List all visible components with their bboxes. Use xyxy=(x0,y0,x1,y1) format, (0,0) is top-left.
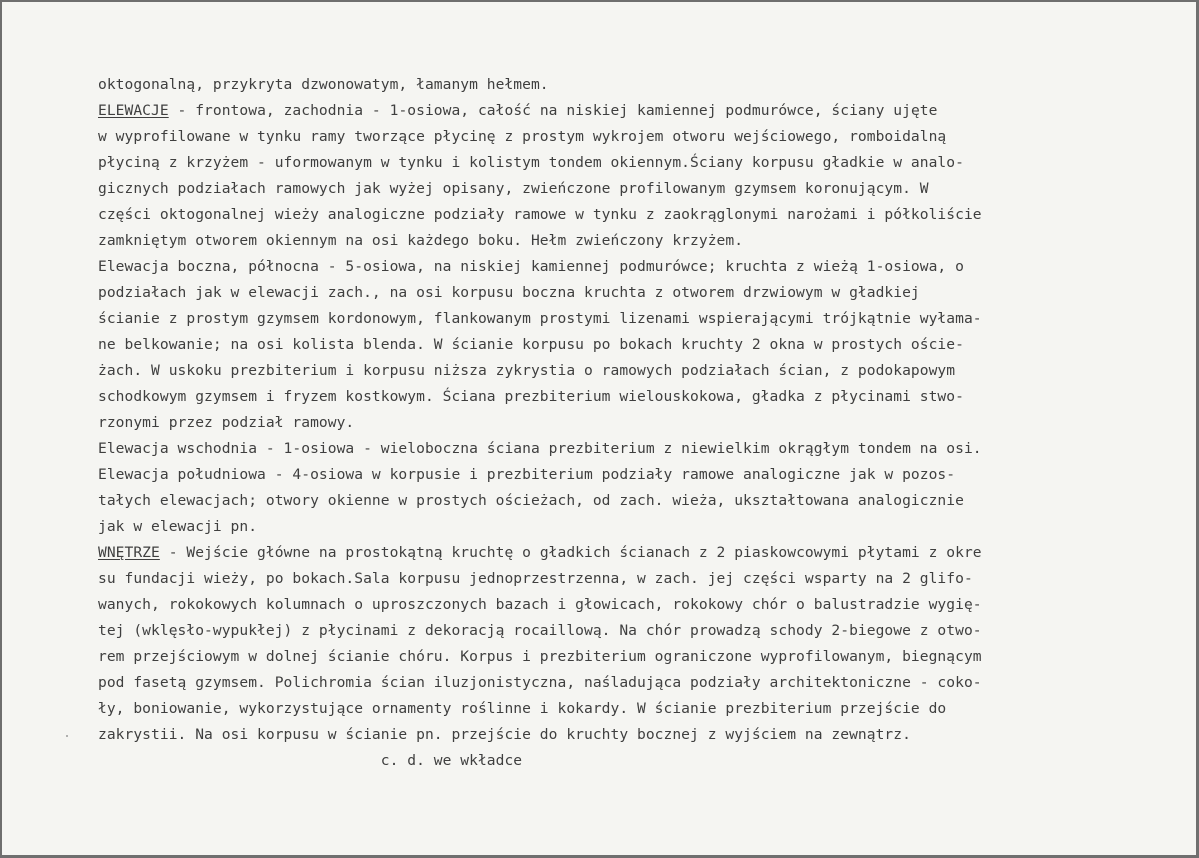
text-line: zakrystii. Na osi korpusu w ścianie pn. przejście do kruchty bocznej z wyjściem na zewnątrz. xyxy=(98,726,911,743)
text-line: wanych, rokokowych kolumnach o uproszczonych bazach i głowicach, rokokowy chór o balustradzie wygię- xyxy=(98,596,982,613)
text-line: tej (wklęsło-wypukłej) z płycinami z dekoracją rocaillową. Na chór prowadzą schody 2-biegowe z otwo- xyxy=(98,622,982,639)
text-line: żach. W uskoku prezbiterium i korpusu niższa zykrystia o ramowych podziałach ścian, z podokapowym xyxy=(98,362,956,379)
text-line: części oktogonalnej wieży analogiczne podziały ramowe w tynku z zaokrąglonymi narożami i półkoliście xyxy=(98,206,982,223)
paper-speck xyxy=(66,735,68,737)
text-line: rzonymi przez podział ramowy. xyxy=(98,414,355,431)
text-line: jak w elewacji pn. xyxy=(98,518,258,535)
text-line: w wyprofilowane w tynku ramy tworzące płycinę z prostym wykrojem otworu wejściowego, romboidalną xyxy=(98,128,947,145)
text-line: ścianie z prostym gzymsem kordonowym, flankowanym prostymi lizenami wspierającymi trójkątnie wyłama- xyxy=(98,310,982,327)
text-line: płyciną z krzyżem - uformowanym w tynku i kolistym tondem okiennym.Ściany korpusu gładkie w analo- xyxy=(98,154,964,171)
text-line: tałych elewacjach; otwory okienne w prostych ościeżach, od zach. wieża, ukształtowana analogicznie xyxy=(98,492,964,509)
text-line: ły, boniowanie, wykorzystujące ornamenty roślinne i kokardy. W ścianie prezbiterium przejście do xyxy=(98,700,947,717)
continuation-note: c. d. we wkładce xyxy=(98,752,523,769)
text-line: zamkniętym otworem okiennym na osi każdego boku. Hełm zwieńczony krzyżem. xyxy=(98,232,744,249)
text-line: pod fasetą gzymsem. Polichromia ścian iluzjonistyczna, naśladująca podziały architektoniczne - coko- xyxy=(98,674,982,691)
document-body xyxy=(98,72,1128,774)
text-line: Elewacja boczna, północna - 5-osiowa, na niskiej kamiennej podmurówce; kruchta z wieżą 1-osiowa, o xyxy=(98,258,964,275)
text-line: ELEWACJE - frontowa, zachodnia - 1-osiowa, całość na niskiej kamiennej podmurówce, ściany ujęte xyxy=(98,102,938,119)
text-line: oktogonalną, przykryta dzwonowatym, łamanym hełmem. xyxy=(98,76,549,93)
text-line: gicznych podziałach ramowych jak wyżej opisany, zwieńczone profilowanym gzymsem koronującym. W xyxy=(98,180,929,197)
text-line: podziałach jak w elewacji zach., na osi korpusu boczna kruchta z otworem drzwiowym w gładkiej xyxy=(98,284,920,301)
text-line: Elewacja wschodnia - 1-osiowa - wieloboczna ściana prezbiterium z niewielkim okrągłym tondem na osi. xyxy=(98,440,982,457)
text-line: ne belkowanie; na osi kolista blenda. W ścianie korpusu po bokach kruchty 2 okna w prostych oście- xyxy=(98,336,964,353)
text-line: su fundacji wieży, po bokach.Sala korpusu jednoprzestrzenna, w zach. jej części wsparty na 2 glifo- xyxy=(98,570,973,587)
text-line: schodkowym gzymsem i fryzem kostkowym. Ściana prezbiterium wielouskokowa, gładka z płycinami stwo- xyxy=(98,388,964,405)
section-heading-wnetrze: WNĘTRZE xyxy=(98,544,160,561)
text-line: WNĘTRZE - Wejście główne na prostokątną kruchtę o gładkich ścianach z 2 piaskowcowymi płytami z okre xyxy=(98,544,982,561)
text-line: Elewacja południowa - 4-osiowa w korpusie i prezbiterium podziały ramowe analogiczne jak w pozos- xyxy=(98,466,956,483)
section-heading-elewacje: ELEWACJE xyxy=(98,102,169,119)
text-line: rem przejściowym w dolnej ścianie chóru. Korpus i prezbiterium ograniczone wyprofilowanym, biegnącym xyxy=(98,648,982,665)
